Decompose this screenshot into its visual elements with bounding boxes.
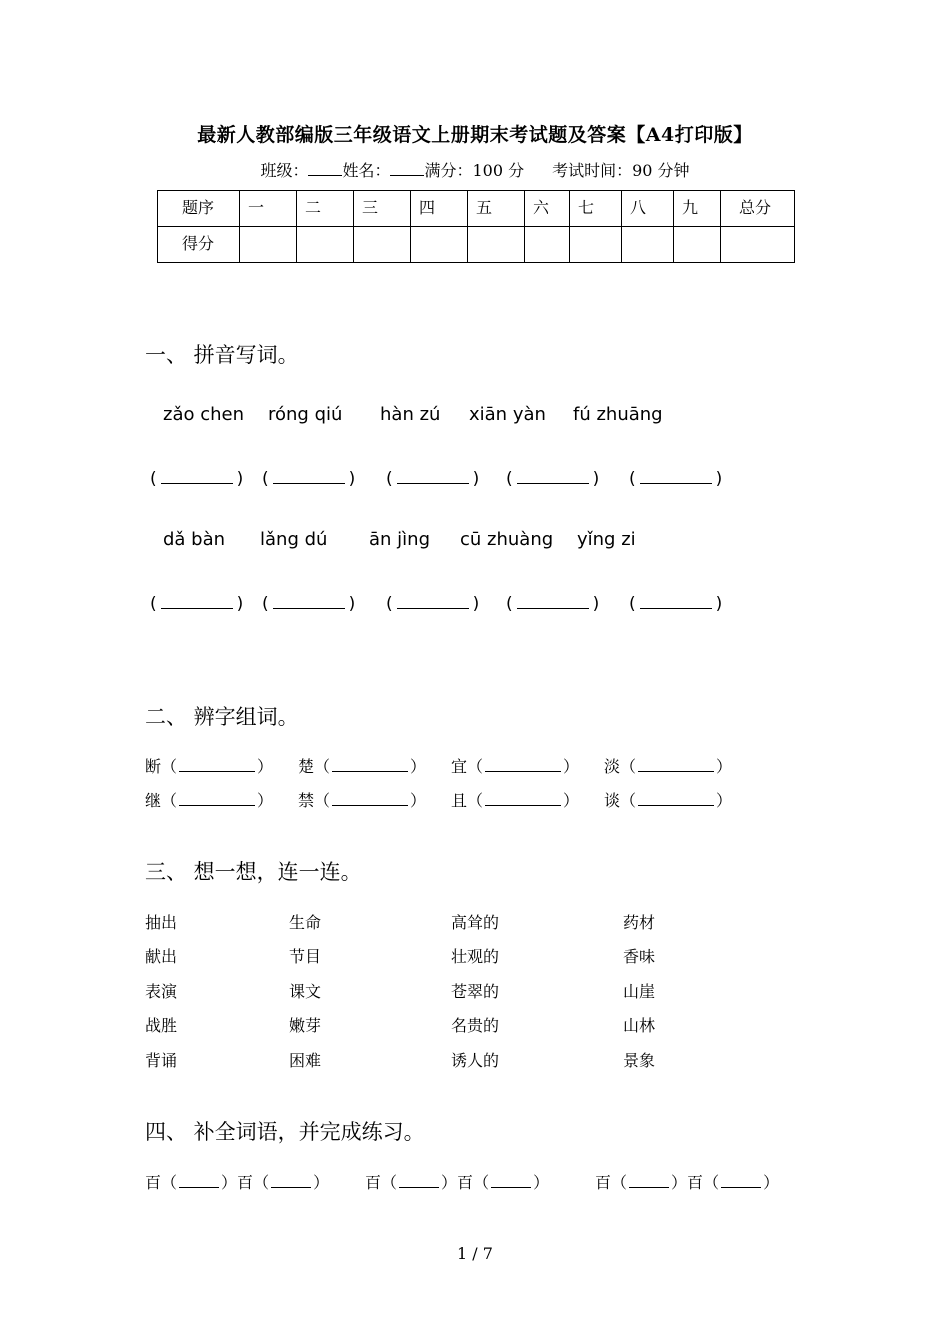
answer-blank[interactable]: ( ) xyxy=(150,469,244,489)
char: 百 xyxy=(457,1173,474,1192)
match-left-item: 背诵 xyxy=(145,1051,178,1070)
answer-blank[interactable]: ( ) xyxy=(150,594,244,614)
fill-word-item[interactable]: 百（ ）百（ ） xyxy=(595,1173,780,1192)
char: 宜 xyxy=(451,757,468,776)
word-item[interactable]: 谈（ ） xyxy=(604,791,733,810)
score-cell[interactable] xyxy=(525,227,570,263)
score-table xyxy=(157,190,795,263)
name-label: 姓名： xyxy=(342,161,391,180)
match-left-item: 战胜 xyxy=(145,1016,178,1035)
char: 百 xyxy=(145,1173,162,1192)
char: 禁 xyxy=(298,791,315,810)
score-table-score-row xyxy=(158,227,795,263)
col-total: 总分 xyxy=(721,191,795,227)
match-left-item: 名贵的 xyxy=(451,1016,500,1035)
score-cell[interactable] xyxy=(354,227,411,263)
pinyin-2-4: cū zhuàng xyxy=(460,529,554,550)
pinyin-2-1: dǎ bàn xyxy=(163,529,226,550)
answer-blank[interactable]: ( ) xyxy=(386,594,480,614)
match-left-item: 诱人的 xyxy=(451,1051,500,1070)
score-cell[interactable] xyxy=(240,227,297,263)
score-cell[interactable] xyxy=(721,227,795,263)
full-score: 满分：100 分 xyxy=(424,161,525,180)
row-label-score: 得分 xyxy=(158,227,240,263)
score-table-header-row xyxy=(158,191,795,227)
match-left-item: 表演 xyxy=(145,982,178,1001)
char: 谈 xyxy=(604,791,621,810)
char: 断 xyxy=(145,757,162,776)
pinyin-1-3: hàn zú xyxy=(380,404,441,425)
word-item[interactable]: 继（ ） xyxy=(145,791,274,810)
match-right-item: 课文 xyxy=(289,982,322,1001)
match-right-item: 山林 xyxy=(623,1016,656,1035)
match-right-item: 困难 xyxy=(289,1051,322,1070)
col-4: 四 xyxy=(411,191,468,227)
pinyin-2-2: lǎng dú xyxy=(260,529,328,550)
answer-blank[interactable]: ( ) xyxy=(506,594,600,614)
section2-heading: 二、 辨字组词。 xyxy=(145,705,299,729)
col-5: 五 xyxy=(468,191,525,227)
pinyin-1-2: róng qiú xyxy=(268,404,343,425)
page-number: 1 / 7 xyxy=(457,1244,493,1263)
word-item[interactable]: 断（ ） xyxy=(145,757,274,776)
char: 百 xyxy=(365,1173,382,1192)
match-right-item: 景象 xyxy=(623,1051,656,1070)
col-3: 三 xyxy=(354,191,411,227)
pinyin-2-3: ān jìng xyxy=(369,529,430,550)
exam-time: 考试时间：90 分钟 xyxy=(552,161,690,180)
match-left-item: 抽出 xyxy=(145,913,178,932)
word-item[interactable]: 宜（ ） xyxy=(451,757,580,776)
match-left-item: 高耸的 xyxy=(451,913,500,932)
fill-word-item[interactable]: 百（ ）百（ ） xyxy=(145,1173,330,1192)
char: 淡 xyxy=(604,757,621,776)
class-label: 班级： xyxy=(260,161,309,180)
section1-heading: 一、 拼音写词。 xyxy=(145,343,299,367)
section3-heading: 三、 想一想，连一连。 xyxy=(145,860,362,884)
answer-blank[interactable]: ( ) xyxy=(629,469,723,489)
char: 百 xyxy=(595,1173,612,1192)
pinyin-2-5: yǐng zi xyxy=(577,529,636,550)
char: 且 xyxy=(451,791,468,810)
match-right-item: 生命 xyxy=(289,913,322,932)
document-title: 最新人教部编版三年级语文上册期末考试题及答案【A4打印版】 xyxy=(197,124,753,146)
word-item[interactable]: 淡（ ） xyxy=(604,757,733,776)
match-right-item: 节目 xyxy=(289,947,322,966)
score-cell[interactable] xyxy=(468,227,525,263)
match-left-item: 壮观的 xyxy=(451,947,500,966)
answer-blank[interactable]: ( ) xyxy=(386,469,480,489)
char: 百 xyxy=(687,1173,704,1192)
pinyin-1-5: fú zhuāng xyxy=(573,404,663,425)
class-blank xyxy=(308,161,342,176)
char: 继 xyxy=(145,791,162,810)
word-item[interactable]: 且（ ） xyxy=(451,791,580,810)
section4-heading: 四、 补全词语，并完成练习。 xyxy=(145,1120,425,1144)
answer-blank[interactable]: ( ) xyxy=(262,469,356,489)
score-cell[interactable] xyxy=(622,227,674,263)
char: 百 xyxy=(237,1173,254,1192)
col-8: 八 xyxy=(622,191,674,227)
match-right-item: 药材 xyxy=(623,913,656,932)
col-9: 九 xyxy=(674,191,721,227)
score-cell[interactable] xyxy=(297,227,354,263)
pinyin-1-1: zǎo chen xyxy=(163,404,244,425)
answer-blank[interactable]: ( ) xyxy=(262,594,356,614)
fill-word-item[interactable]: 百（ ）百（ ） xyxy=(365,1173,550,1192)
col-6: 六 xyxy=(525,191,570,227)
match-left-item: 献出 xyxy=(145,947,178,966)
row-label-order: 题序 xyxy=(158,191,240,227)
match-right-item: 香味 xyxy=(623,947,656,966)
score-cell[interactable] xyxy=(674,227,721,263)
col-2: 二 xyxy=(297,191,354,227)
match-right-item: 山崖 xyxy=(623,982,656,1001)
match-right-item: 嫩芽 xyxy=(289,1016,322,1035)
word-item[interactable]: 楚（ ） xyxy=(298,757,427,776)
exam-info xyxy=(0,158,950,181)
char: 楚 xyxy=(298,757,315,776)
col-7: 七 xyxy=(570,191,622,227)
col-1: 一 xyxy=(240,191,297,227)
answer-blank[interactable]: ( ) xyxy=(506,469,600,489)
match-left-item: 苍翠的 xyxy=(451,982,500,1001)
pinyin-1-4: xiān yàn xyxy=(469,404,546,425)
score-cell[interactable] xyxy=(411,227,468,263)
name-blank xyxy=(390,161,424,176)
score-cell[interactable] xyxy=(570,227,622,263)
word-item[interactable]: 禁（ ） xyxy=(298,791,427,810)
answer-blank[interactable]: ( ) xyxy=(629,594,723,614)
